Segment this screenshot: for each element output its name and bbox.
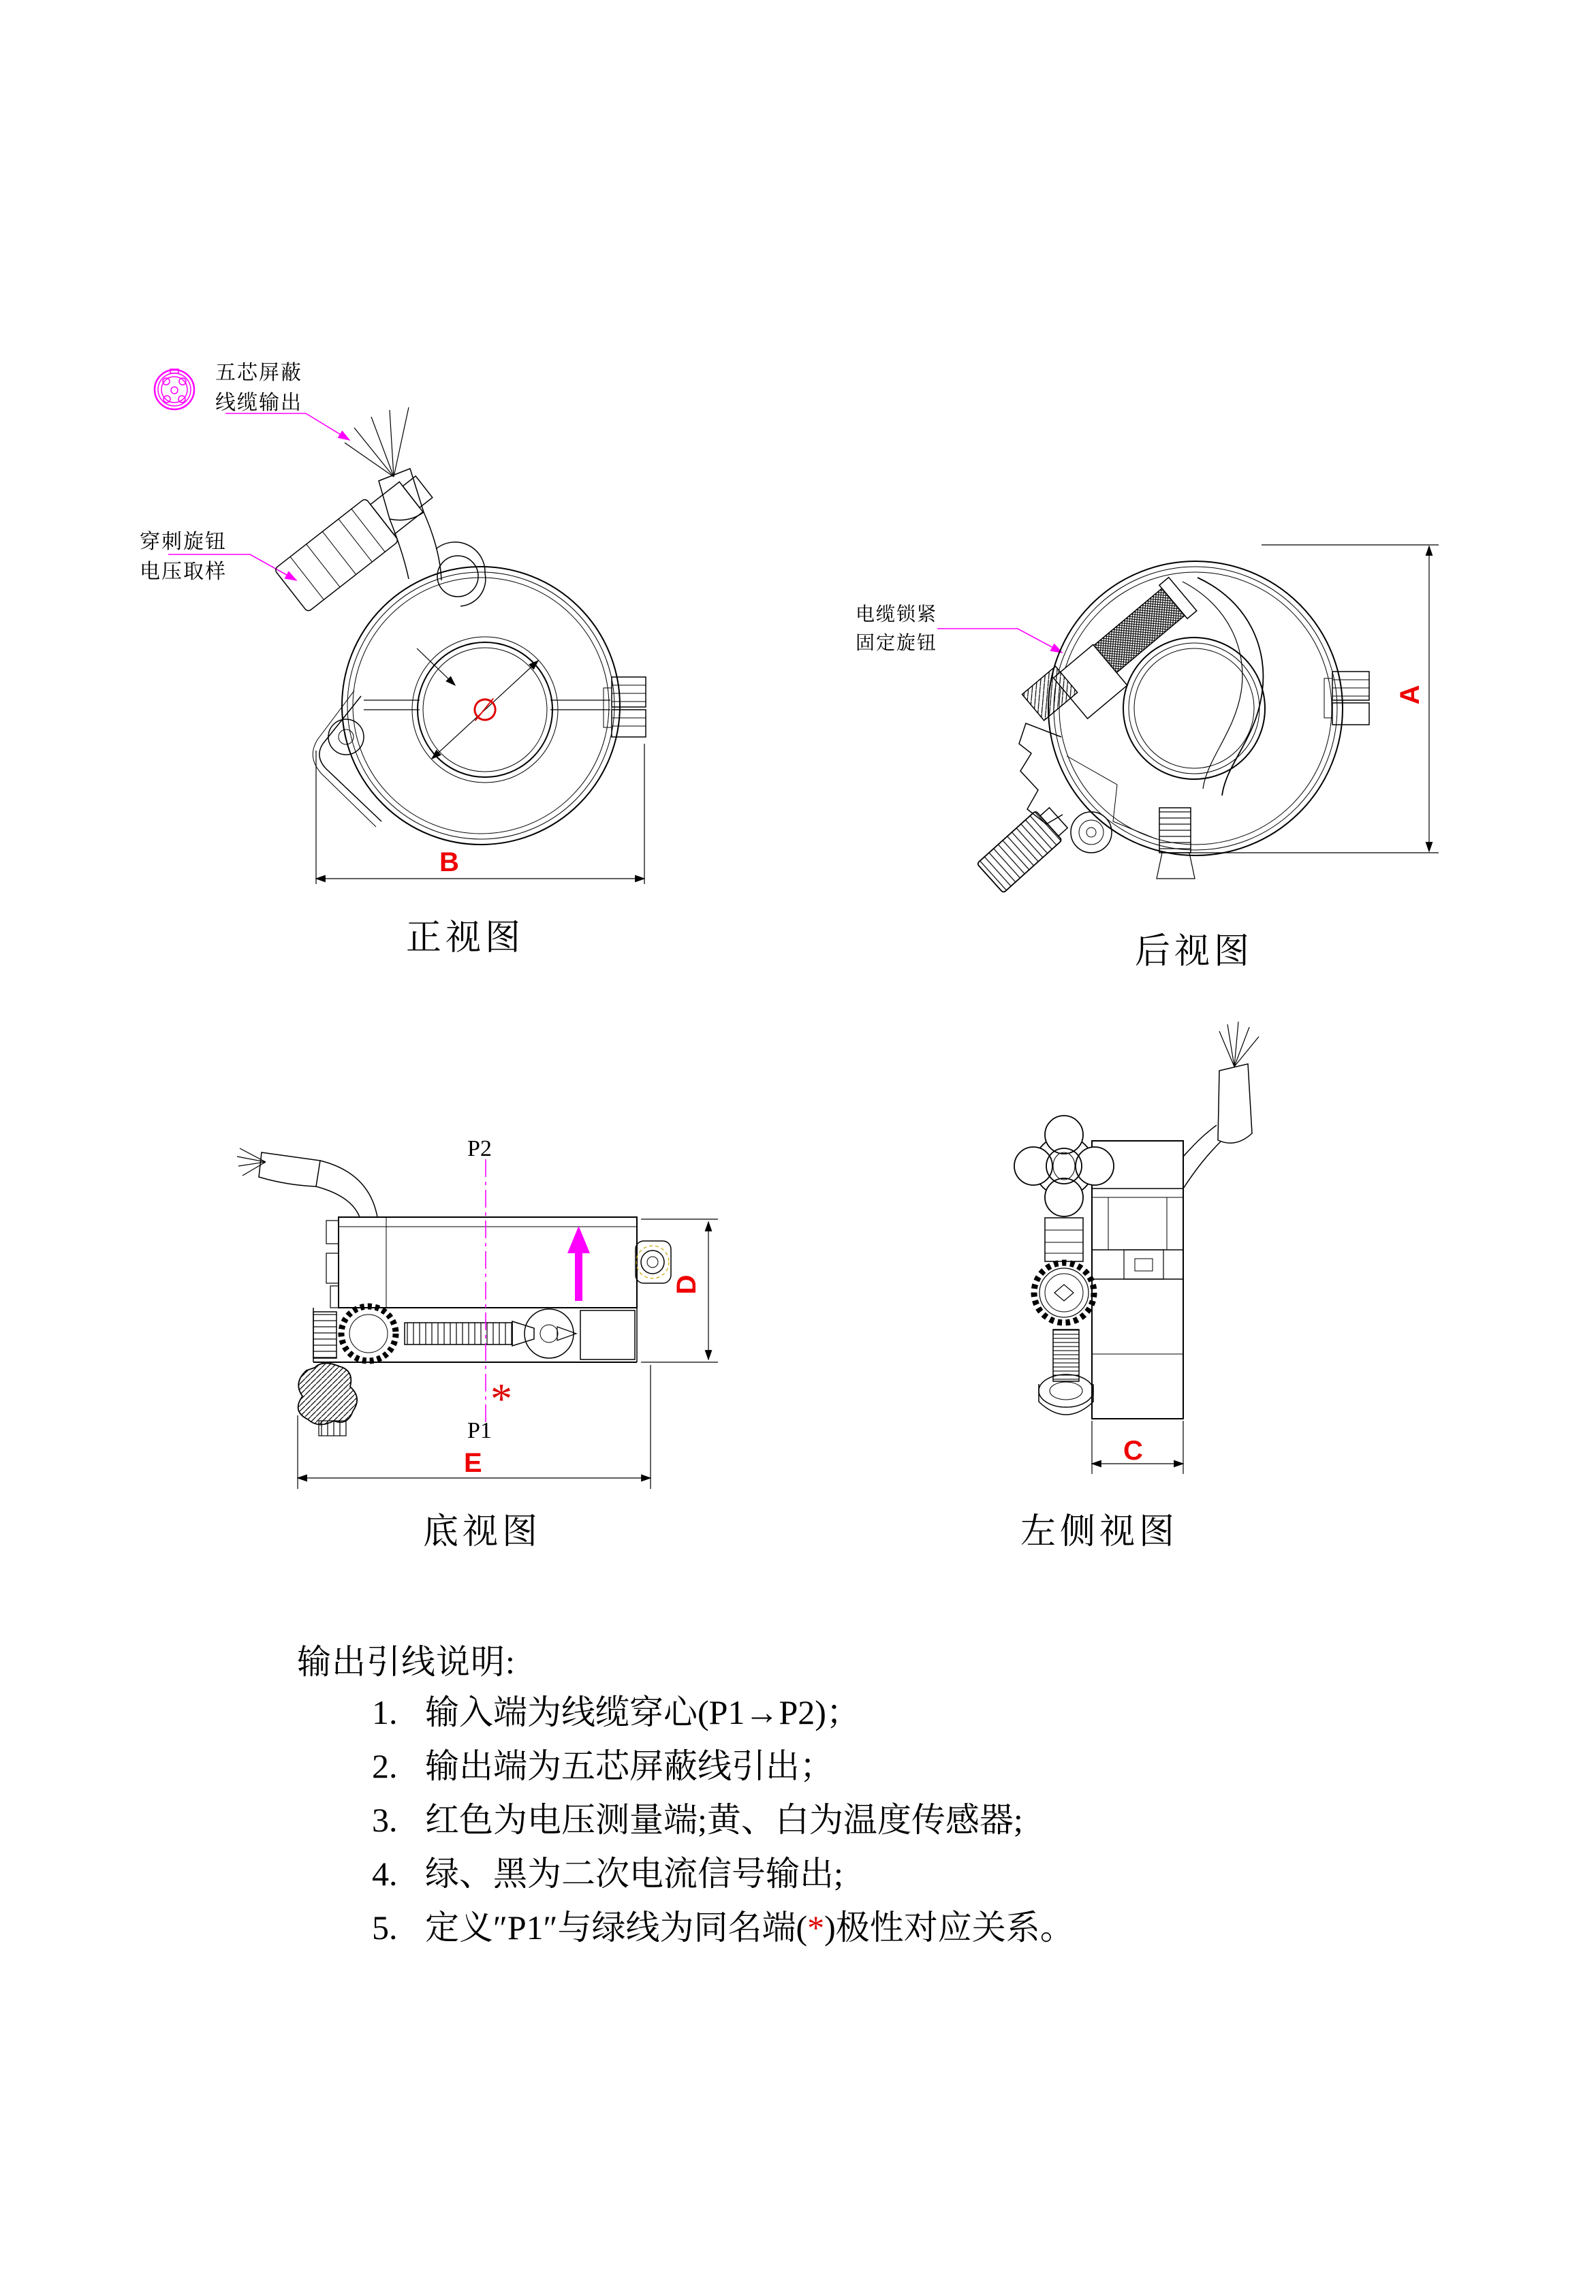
front-cable-fray xyxy=(345,407,409,477)
callout-five-core-line1: 五芯屏蔽 xyxy=(215,362,302,384)
note-item-4 xyxy=(372,1846,843,1896)
bottom-cable-band xyxy=(316,1161,377,1217)
notes-heading: 输出引线说明: xyxy=(297,1643,516,1681)
callout-piercing xyxy=(140,527,227,587)
front-latch xyxy=(604,677,646,737)
callout-piercing-line1: 穿刺旋钮 xyxy=(140,531,227,553)
rear-latch xyxy=(1324,672,1369,725)
note-text-5-pre: 定义″P1″与绿线为同名端( xyxy=(425,1908,808,1947)
callout-five-core-line2: 线缆输出 xyxy=(215,392,302,414)
callout-piercing-line2: 电压取样 xyxy=(140,561,227,583)
note-text-4: 绿、黑为二次电流信号输出; xyxy=(425,1855,843,1893)
dim-label-E: E xyxy=(464,1448,482,1478)
bottom-cable-sleeve xyxy=(259,1152,320,1186)
callout-cable-lock-line1: 电缆锁紧 xyxy=(856,604,938,625)
rear-step-profile xyxy=(1019,723,1063,824)
front-hinge-tip xyxy=(319,696,381,821)
dim-label-C: C xyxy=(1123,1436,1143,1466)
title-bottom-view: 底视图 xyxy=(423,1513,542,1552)
rear-view-drawing xyxy=(977,545,1439,893)
left-knob-stem xyxy=(1045,1218,1083,1261)
note-item-2 xyxy=(372,1739,834,1788)
left-cross-knob xyxy=(1014,1116,1114,1216)
front-hole-diameter-symbol: ∅ xyxy=(471,693,499,727)
front-view-drawing xyxy=(274,407,646,884)
rear-bottom-knob xyxy=(977,802,1071,893)
five-core-connector-icon xyxy=(155,369,194,409)
note-item-3 xyxy=(372,1793,1023,1842)
note-num-1: 1. xyxy=(372,1693,398,1731)
left-gear xyxy=(1034,1263,1094,1323)
left-body xyxy=(1092,1141,1183,1419)
dim-label-D: D xyxy=(672,1274,702,1295)
note-text-3: 红色为电压测量端;黄、白为温度传感器; xyxy=(425,1801,1023,1839)
note-text-1: 输入端为线缆穿心(P1→P2)； xyxy=(425,1693,860,1731)
bottom-mechanism xyxy=(313,1306,637,1362)
note-num-4: 4. xyxy=(372,1855,398,1893)
title-left-view: 左侧视图 xyxy=(1020,1513,1179,1552)
note-num-3: 3. xyxy=(372,1801,398,1839)
callout-five-core xyxy=(215,358,302,418)
note-text-5-post: )极性对应关系。 xyxy=(824,1908,1074,1947)
label-P1: P1 xyxy=(467,1418,492,1443)
bottom-body xyxy=(339,1217,637,1308)
left-cable-sleeve xyxy=(1218,1064,1252,1143)
front-cable-sleeve xyxy=(379,469,424,520)
title-front-view: 正视图 xyxy=(406,919,525,958)
note-item-1 xyxy=(372,1685,860,1734)
polarity-asterisk: * xyxy=(490,1374,512,1423)
note-text-5-star: * xyxy=(807,1908,825,1947)
bottom-side-knob xyxy=(298,1363,358,1424)
left-cable-band xyxy=(1183,1125,1221,1189)
note-item-5 xyxy=(372,1900,1074,1949)
note-text-2: 输出端为五芯屏蔽线引出； xyxy=(425,1747,834,1785)
bottom-hinge-tab xyxy=(636,1241,671,1283)
left-view-drawing xyxy=(1014,1022,1259,1474)
note-num-5: 5. xyxy=(372,1908,398,1947)
front-dim-B-lines xyxy=(316,744,644,884)
bottom-direction-arrow xyxy=(567,1226,590,1301)
label-P2: P2 xyxy=(467,1136,492,1161)
rear-washer xyxy=(1071,812,1112,853)
callout-cable-lock xyxy=(856,601,937,658)
note-num-2: 2. xyxy=(372,1747,398,1785)
front-cable-band xyxy=(390,512,441,580)
dim-label-A: A xyxy=(1395,685,1425,705)
front-strap-loop xyxy=(437,556,478,597)
left-screw xyxy=(1053,1330,1079,1381)
callout-cable-lock-line2: 固定旋钮 xyxy=(856,633,938,654)
rear-knurl-column xyxy=(1159,808,1191,853)
rear-center-hole xyxy=(1123,638,1265,779)
bottom-screw xyxy=(405,1323,512,1344)
dim-label-B: B xyxy=(439,847,459,877)
title-rear-view: 后视图 xyxy=(1135,932,1254,971)
leader-cable-lock xyxy=(937,629,1062,652)
left-cable-fray xyxy=(1219,1022,1259,1067)
